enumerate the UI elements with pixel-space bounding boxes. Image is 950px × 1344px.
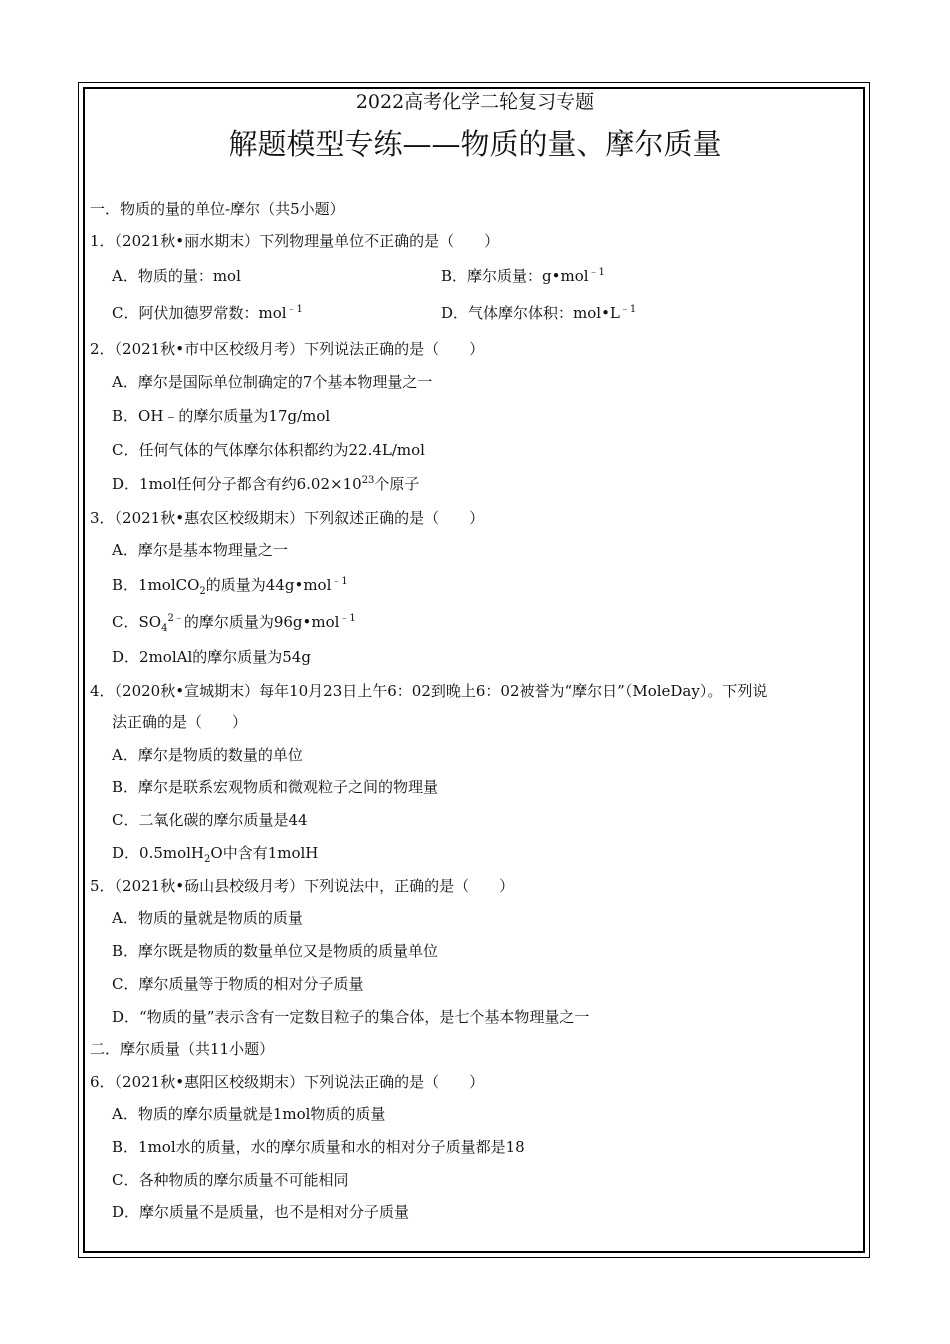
question-5-option-c: C．摩尔质量等于物质的相对分子质量 — [112, 975, 364, 993]
question-3-option-c: C．$SO_4^{2﹣}$的摩尔质量为96g•mol$^{﹣1}$ — [112, 613, 356, 634]
question-5-option-a: A．物质的量就是物质的质量 — [112, 909, 303, 927]
question-1-option-b: B．摩尔质量：g•mol$^{﹣1}$ — [441, 267, 605, 285]
document-subtitle: 2022高考化学二轮复习专题 — [355, 91, 595, 113]
question-4-option-c: C．二氧化碳的摩尔质量是44 — [112, 811, 308, 829]
question-4-option-a: A．摩尔是物质的数量的单位 — [112, 746, 303, 764]
question-6-option-c: C．各种物质的摩尔质量不可能相同 — [112, 1171, 349, 1189]
question-2-option-a: A．摩尔是国际单位制确定的7个基本物理量之一 — [112, 373, 433, 391]
question-6-stem: 6．（2021秋•惠阳区校级期末）下列说法正确的是（ ） — [90, 1073, 485, 1091]
question-1-option-a: A．物质的量：mol — [112, 267, 241, 285]
question-1-stem: 1．（2021秋•丽水期末）下列物理量单位不正确的是（ ） — [90, 232, 500, 250]
question-3-option-a: A．摩尔是基本物理量之一 — [112, 541, 288, 559]
question-3-option-b: B．1molCO$_2$的质量为44g•mol$^{﹣1}$ — [112, 576, 348, 597]
question-4-option-d: D．0.5molH$_2$O中含有1molH — [112, 844, 319, 865]
question-1-option-c: C．阿伏加德罗常数：mol$^{﹣1}$ — [112, 304, 303, 322]
question-5-option-d: D．“物质的量”表示含有一定数目粒子的集合体，是七个基本物理量之一 — [112, 1008, 590, 1026]
question-4-option-b: B．摩尔是联系宏观物质和微观粒子之间的物理量 — [112, 778, 439, 796]
question-4-stem-line-2: 法正确的是（ ） — [112, 713, 248, 731]
question-1-option-d: D．气体摩尔体积：$mol•L^{﹣1}$ — [441, 304, 637, 322]
question-5-stem: 5．（2021秋•砀山县校级月考）下列说法中，正确的是（ ） — [90, 877, 515, 895]
section-heading-1: 一．物质的量的单位-摩尔（共5小题） — [90, 200, 345, 218]
question-6-option-d: D．摩尔质量不是质量，也不是相对分子质量 — [112, 1203, 410, 1221]
question-3-option-d: D．2molAl的摩尔质量为54g — [112, 648, 311, 666]
question-3-stem: 3．（2021秋•惠农区校级期末）下列叙述正确的是（ ） — [90, 509, 485, 527]
question-6-option-a: A．物质的摩尔质量就是1mol物质的质量 — [112, 1105, 386, 1123]
question-2-option-d: D．1mol任何分子都含有约$6.02\times 10^{23}$个原子 — [112, 475, 420, 493]
question-2-option-b: B．OH﹣的摩尔质量为17g/mol — [112, 407, 331, 425]
question-2-stem: 2．（2021秋•市中区校级月考）下列说法正确的是（ ） — [90, 340, 485, 358]
question-2-option-c: C．任何气体的气体摩尔体积都约为22.4L/mol — [112, 441, 425, 459]
document-title: 解题模型专练——物质的量、摩尔质量 — [228, 127, 722, 161]
section-heading-2: 二．摩尔质量（共11小题） — [90, 1040, 275, 1058]
question-6-option-b: B．1mol水的质量，水的摩尔质量和水的相对分子质量都是18 — [112, 1138, 525, 1156]
question-5-option-b: B．摩尔既是物质的数量单位又是物质的质量单位 — [112, 942, 439, 960]
question-4-stem-line-1: 4．（2020秋•宣城期末）每年10月23日上午6：02到晚上6：02被誉为“摩尔日”（MoleDay）。下列说 — [90, 682, 768, 700]
